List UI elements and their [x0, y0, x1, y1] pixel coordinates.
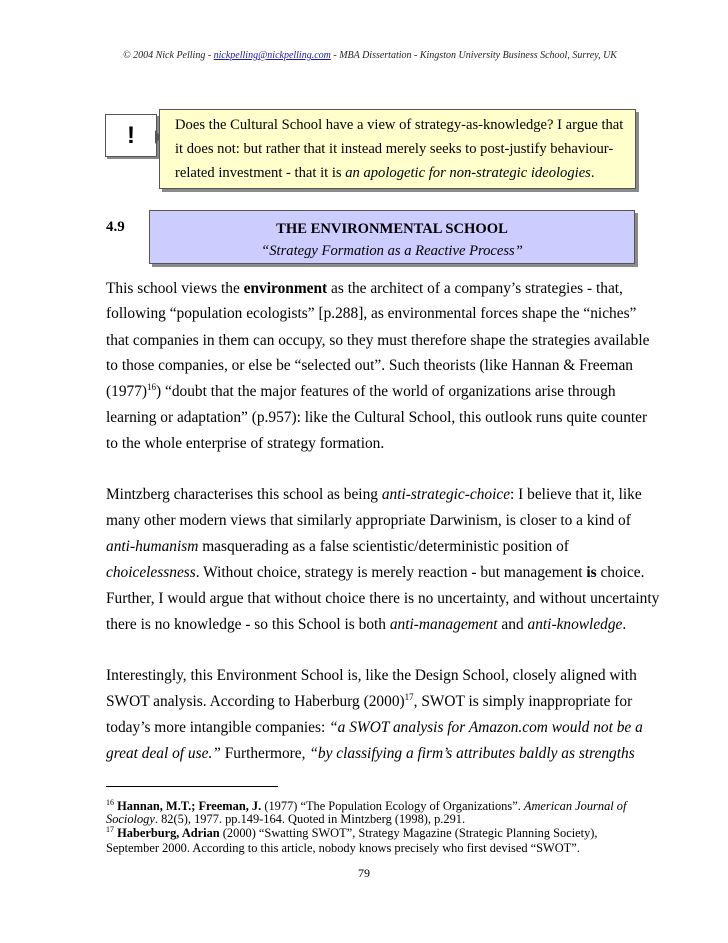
para1-line: learning or adaptation” (p.957): like the Cultural School, this outlook runs quite counter: [106, 409, 648, 426]
header-suffix: - MBA Dissertation - Kingston University Business School, Surrey, UK: [330, 50, 617, 61]
para2-line: choicelessness. Without choice, strategy is merely reaction - but management is choice.: [106, 564, 645, 581]
footnote-17-cont: September 2000. According to this article, nobody knows precisely who first devised “SWOT”.: [106, 841, 580, 855]
callout-line-2: it does not: but rather that it instead merely seeks to post-justify behaviour-: [175, 141, 614, 157]
footnote-divider: [106, 786, 278, 787]
para2-line: Mintzberg characterises this school as being anti-strategic-choice: I believe that it, like: [106, 486, 642, 503]
callout-line-3: related investment - that it is an apologetic for non-strategic ideologies.: [175, 165, 595, 181]
para1-line: This school views the environment as the architect of a company’s strategies - that,: [106, 280, 623, 297]
para2-line: anti-humanism masquerading as a false scientistic/deterministic position of: [106, 538, 569, 555]
footnote-17: $^{17}$ Haberburg, Adrian (2000) “Swatting SWOT”, Strategy Magazine (Strategic Planning Society),: [106, 825, 598, 840]
para1-line: $(1977)^{16}$) “doubt that the major features of the world of organizations arise through: [106, 382, 616, 400]
para2-line: Further, I would argue that without choice there is no uncertainty, and without uncertainty: [106, 590, 660, 607]
page-number: 79: [358, 866, 370, 880]
header-prefix: © 2004 Nick Pelling -: [123, 50, 214, 61]
footnote-ref-16[interactable]: 16: [147, 382, 157, 392]
section-heading-box: [149, 210, 635, 264]
page-header: [90, 50, 650, 61]
section-title: THE ENVIRONMENTAL SCHOOL: [276, 221, 508, 237]
para1-line: that companies in them can occupy, so they must therefore shape the strategies available: [106, 332, 650, 349]
para2-line: there is no knowledge - so this School is both anti-management and anti-knowledge.: [106, 616, 627, 633]
para1-line: to those companies, or else be “selected out”. Such theorists (like Hannan & Freeman: [106, 357, 633, 374]
para3-line: Interestingly, this Environment School is, like the Design School, closely aligned with: [106, 667, 637, 684]
section-subtitle: “Strategy Formation as a Reactive Process”: [261, 243, 523, 259]
para1-line: to the whole enterprise of strategy formation.: [106, 435, 385, 452]
para1-line: following “population ecologists” [p.288], as environmental forces shape the “niches”: [106, 305, 637, 322]
callout-box: [159, 109, 636, 189]
section-number: 4.9: [106, 219, 125, 235]
header-email-link[interactable]: nickpelling@nickpelling.com: [213, 50, 331, 61]
callout-line-1: Does the Cultural School have a view of strategy-as-knowledge? I argue that: [175, 117, 624, 133]
para3-line: great deal of use.” Furthermore, “by classifying a firm’s attributes baldly as strengths: [106, 745, 635, 762]
footnote-16: $^{16}$ Hannan, M.T.; Freeman, J. (1977) “The Population Ecology of Organizations”. American Journal of: [106, 798, 627, 813]
footnote-ref-17[interactable]: 17: [404, 692, 414, 702]
para2-line: many other modern views that similarly appropriate Darwinism, is closer to a kind of: [106, 512, 631, 529]
para3-line: today’s more intangible companies: “a SWOT analysis for Amazon.com would not be a: [106, 719, 643, 736]
para3-line: SWOT analysis. According to Haberburg $(2000)^{17}$, SWOT is simply inappropriate for: [106, 692, 633, 710]
footnote-16-cont: Sociology. 82(5), 1977. pp.149-164. Quoted in Mintzberg (1998), p.291.: [106, 812, 466, 826]
exclamation-icon: !: [105, 114, 157, 157]
